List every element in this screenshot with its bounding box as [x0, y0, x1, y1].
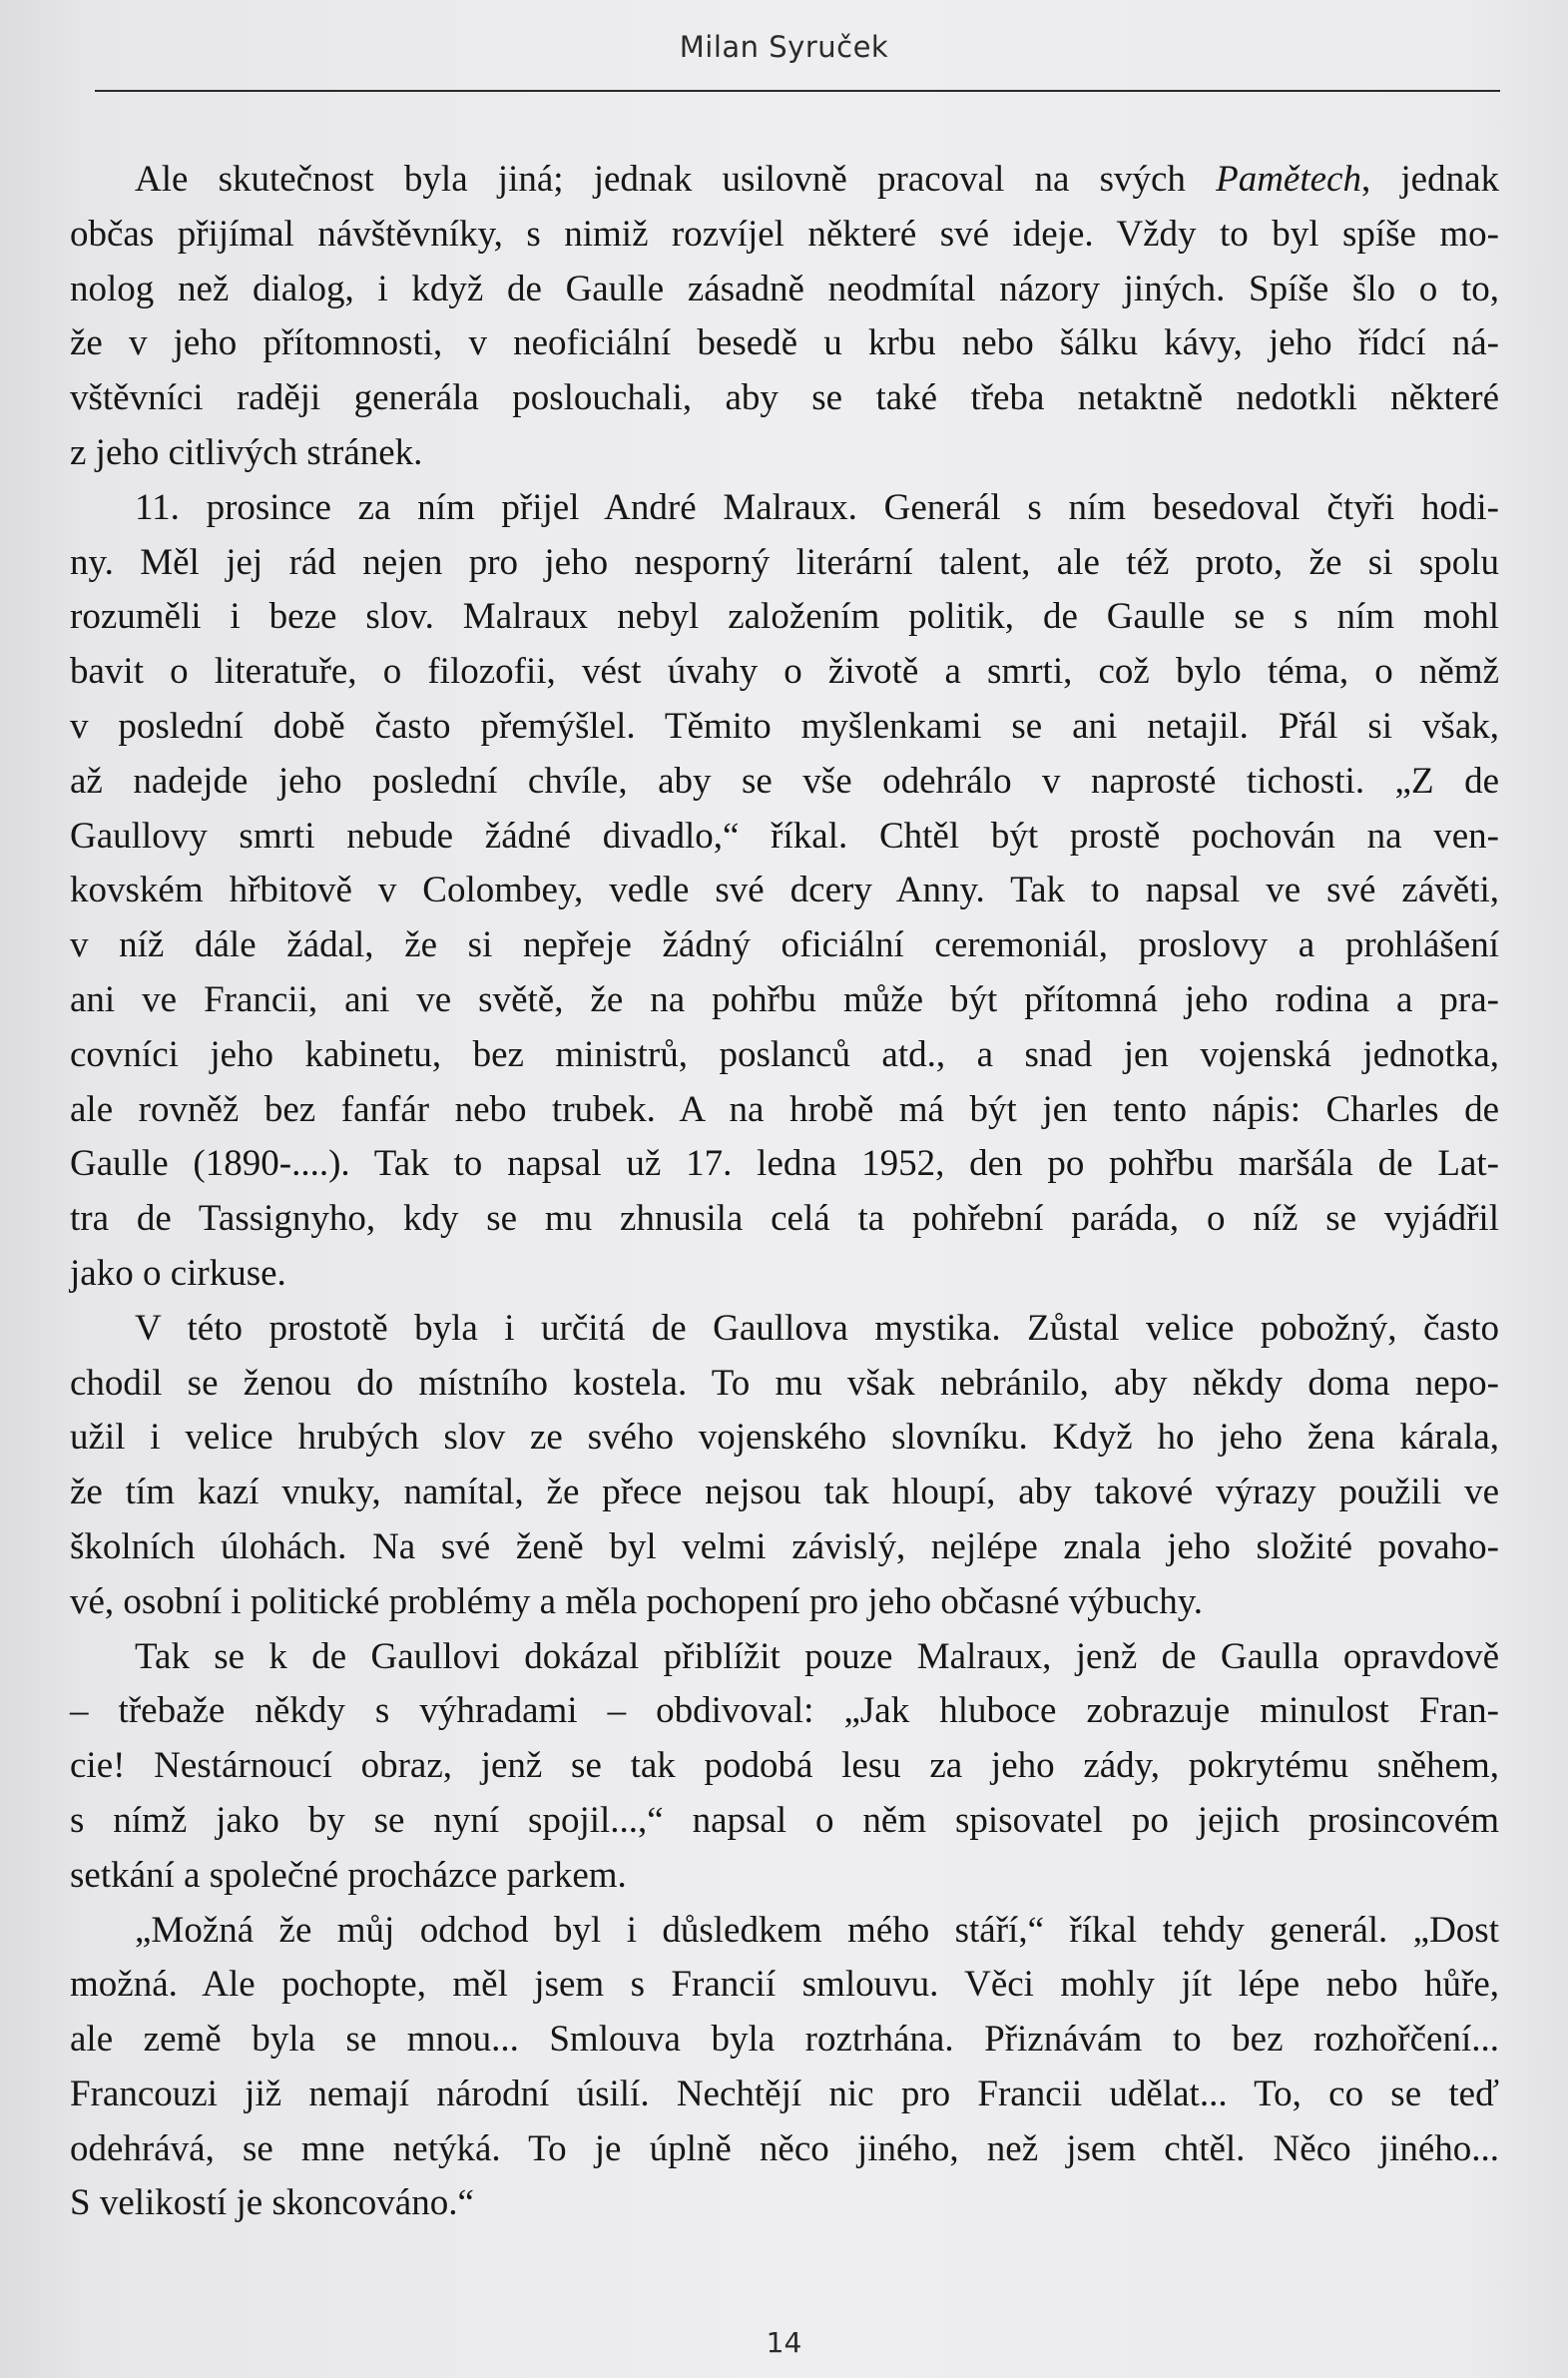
text-line: jako o cirkuse.: [70, 1252, 286, 1294]
text-line: setkání a společné procházce parkem.: [70, 1854, 627, 1896]
text-line: ale země byla se mnou... Smlouva byla roztrhána. Přiznávám to bez rozhořčení...: [70, 2019, 1499, 2061]
text-line: odehrává, se mne netýká. To je úplně něco jiného, než jsem chtěl. Něco jiného...: [70, 2127, 1499, 2169]
page-number: 14: [766, 2326, 802, 2359]
text-line: až nadejde jeho poslední chvíle, aby se vše odehrálo v naprosté tichosti. „Z de: [70, 760, 1499, 802]
text-line: v níž dále žádal, že si nepřeje žádný oficiální ceremoniál, proslovy a prohlášení: [70, 924, 1499, 966]
paragraph: [70, 153, 1499, 481]
text-line: Gaulle (1890-....). Tak to napsal už 17. ledna 1952, den po pohřbu maršála de Lat-: [70, 1143, 1499, 1185]
text-line: možná. Ale pochopte, měl jsem s Francií smlouvu. Věci mohly jít lépe nebo hůře,: [70, 1964, 1499, 2006]
text-line: kovském hřbitově v Colombey, vedle své dcery Anny. Tak to napsal ve své závěti,: [70, 870, 1499, 911]
text-line: nolog než dialog, i když de Gaulle zásadně neodmítal názory jiných. Spíše šlo o to,: [70, 268, 1499, 309]
text-line: „Možná že můj odchod byl i důsledkem mého stáří,“ říkal tehdy generál. „Dost: [135, 1909, 1499, 1951]
paragraph: [70, 1904, 1499, 2232]
text-line: užil i velice hrubých slov ze svého vojenského slovníku. Když ho jeho žena kárala,: [70, 1417, 1499, 1459]
text-line: školních úlohách. Na své ženě byl velmi závislý, nejlépe znala jeho složité povaho-: [70, 1525, 1499, 1567]
text-line: 11. prosince za ním přijel André Malraux. Generál s ním besedoval čtyři hodi-: [135, 486, 1499, 528]
text-line: Gaullovy smrti nebude žádné divadlo,“ říkal. Chtěl být prostě pochován na ven-: [70, 815, 1499, 857]
text-line: občas přijímal návštěvníky, s nimiž rozvíjel některé své ideje. Vždy to byl spíše mo-: [70, 213, 1499, 255]
text-line: bavit o literatuře, o filozofii, vést úvahy o životě a smrti, což bylo téma, o němž: [70, 651, 1499, 693]
header-rule: [95, 90, 1500, 92]
text-line: že v jeho přítomnosti, v neoficiální besedě u krbu nebo šálku kávy, jeho řídcí ná-: [70, 322, 1499, 364]
text-line: covníci jeho kabinetu, bez ministrů, poslanců atd., a snad jen vojenská jednotka,: [70, 1033, 1499, 1075]
text-line: – třebaže někdy s výhradami – obdivoval: „Jak hluboce zobrazuje minulost Fran-: [70, 1690, 1499, 1732]
text-line: Tak se k de Gaullovi dokázal přiblížit pouze Malraux, jenž de Gaulla opravdově: [135, 1635, 1499, 1677]
text-line: cie! Nestárnoucí obraz, jenž se tak podobá lesu za jeho zády, pokrytému sněhem,: [70, 1745, 1499, 1787]
text-line: s nímž jako by se nyní spojil...,“ napsal o něm spisovatel po jejich prosincovém: [70, 1799, 1499, 1841]
paragraph: [70, 481, 1499, 1302]
text-line: vštěvníci raději generála poslouchali, aby se také třeba netaktně nedotkli některé: [70, 377, 1499, 419]
text-line: S velikostí je skoncováno.“: [70, 2182, 474, 2224]
text-line: z jeho citlivých stránek.: [70, 431, 423, 473]
text-line: chodil se ženou do místního kostela. To mu však nebránilo, aby někdy doma nepo-: [70, 1362, 1499, 1404]
running-header-author: Milan Syruček: [679, 30, 889, 64]
paragraph: [70, 1630, 1499, 1904]
text-line: ny. Měl jej rád nejen pro jeho nesporný literární talent, ale též proto, že si spolu: [70, 541, 1499, 583]
book-title-emphasis: Pamětech: [1216, 159, 1361, 200]
text-line: ale rovněž bez fanfár nebo trubek. A na hrobě má být jen tento nápis: Charles de: [70, 1088, 1499, 1130]
paragraph: [70, 1302, 1499, 1630]
text-line: rozuměli i beze slov. Malraux nebyl založením politik, de Gaulle se s ním mohl: [70, 596, 1499, 638]
text-line: tra de Tassignyho, kdy se mu zhnusila celá ta pohřební paráda, o níž se vyjádřil: [70, 1198, 1499, 1240]
text-line: že tím kazí vnuky, namítal, že přece nejsou tak hloupí, aby takové výrazy použili ve: [70, 1472, 1499, 1513]
text-line: ani ve Francii, ani ve světě, že na pohřbu může být přítomná jeho rodina a pra-: [70, 978, 1499, 1020]
text-line: Francouzi již nemají národní úsilí. Nechtějí nic pro Francii udělat... To, co se teď: [70, 2073, 1499, 2114]
text-line: V této prostotě byla i určitá de Gaullova mystika. Zůstal velice pobožný, často: [135, 1307, 1499, 1349]
text-line: vé, osobní i politické problémy a měla pochopení pro jeho občasné výbuchy.: [70, 1580, 1204, 1622]
text-line: v poslední době často přemýšlel. Těmito myšlenkami se ani netajil. Přál si však,: [70, 705, 1499, 747]
body-text: [70, 153, 1499, 2231]
text-line: Ale skutečnost byla jiná; jednak usilovně pracoval na svých Pamětech, jednak: [135, 159, 1499, 200]
